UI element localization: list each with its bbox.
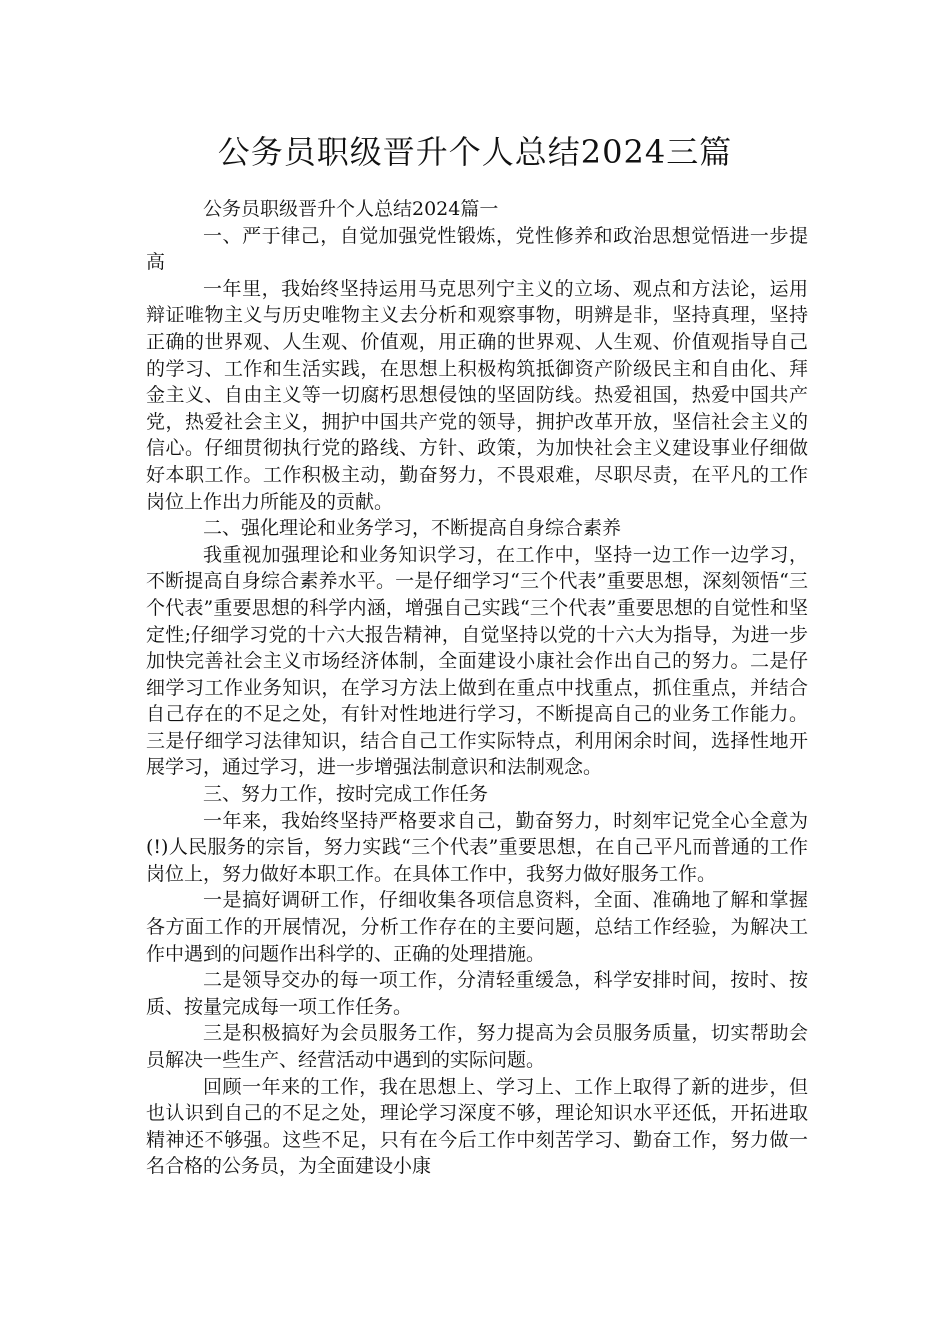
body-paragraph: 三是积极搞好为会员服务工作，努力提高为会员服务质量，切实帮助会员解决一些生产、经营活动中遇到的实际问题。 bbox=[146, 1022, 808, 1071]
body-paragraph: 一年来，我始终坚持严格要求自己，勤奋努力，时刻牢记党全心全意为(!)人民服务的宗旨，努力实践“三个代表”重要思想，在自己平凡而普通的工作岗位上，努力做好本职工作。在具体工作中，我努力做好服务工作。 bbox=[146, 809, 808, 885]
body-paragraph: 我重视加强理论和业务知识学习，在工作中，坚持一边工作一边学习，不断提高自身综合素养水平。一是仔细学习“三个代表”重要思想，深刻领悟“三个代表”重要思想的科学内涵，增强自己实践“三个代表”重要思想的自觉性和坚定性;仔细学习党的十六大报告精神，自觉坚持以党的十六大为指导，为进一步加快完善社会主义市场经济体制，全面建设小康社会作出自己的努力。二是仔细学习工作业务知识，在学习方法上做到在重点中找重点，抓住重点，并结合自己存在的不足之处，有针对性地进行学习，不断提高自己的业务工作能力。三是仔细学习法律知识，结合自己工作实际特点，利用闲余时间，选择性地开展学习，通过学习，进一步增强法制意识和法制观念。 bbox=[146, 543, 808, 779]
body-paragraph: 一是搞好调研工作，仔细收集各项信息资料，全面、准确地了解和掌握各方面工作的开展情况，分析工作存在的主要问题，总结工作经验，为解决工作中遇到的问题作出科学的、正确的处理措施。 bbox=[146, 889, 808, 965]
body-paragraph: 二是领导交办的每一项工作，分清轻重缓急，科学安排时间，按时、按质、按量完成每一项工作任务。 bbox=[146, 969, 808, 1018]
sub-heading-3: 三、努力工作，按时完成工作任务 bbox=[203, 783, 489, 806]
body-paragraph: 回顾一年来的工作，我在思想上、学习上、工作上取得了新的进步，但也认识到自己的不足之处，理论学习深度不够，理论知识水平还低，开拓进取精神还不够强。这些不足，只有在今后工作中刻苦学习、勤奋工作，努力做一名合格的公务员，为全面建设小康 bbox=[146, 1075, 808, 1178]
section-heading: 公务员职级晋升个人总结2024篇一 bbox=[203, 198, 499, 220]
document-title: 公务员职级晋升个人总结2024三篇 bbox=[217, 133, 733, 171]
sub-heading-1: 一、严于律己，自觉加强党性锻炼，党性修养和政治思想觉悟进一步提高 bbox=[146, 224, 808, 274]
sub-heading-2: 二、强化理论和业务学习，不断提高自身综合素养 bbox=[203, 517, 622, 540]
body-paragraph: 一年里，我始终坚持运用马克思列宁主义的立场、观点和方法论，运用辩证唯物主义与历史唯物主义去分析和观察事物，明辨是非，坚持真理，坚持正确的世界观、人生观、价值观，用正确的世界观、人生观、价值观指导自己的学习、工作和生活实践，在思想上积极构筑抵御资产阶级民主和自由化、拜金主义、自由主义等一切腐朽思想侵蚀的坚固防线。热爱祖国，热爱中国共产党，热爱社会主义，拥护中国共产党的领导，拥护改革开放，坚信社会主义的信心。仔细贯彻执行党的路线、方针、政策，为加快社会主义建设事业仔细做好本职工作。工作积极主动，勤奋努力，不畏艰难，尽职尽责，在平凡的工作岗位上作出力所能及的贡献。 bbox=[146, 277, 808, 513]
document-body bbox=[146, 196, 808, 1180]
